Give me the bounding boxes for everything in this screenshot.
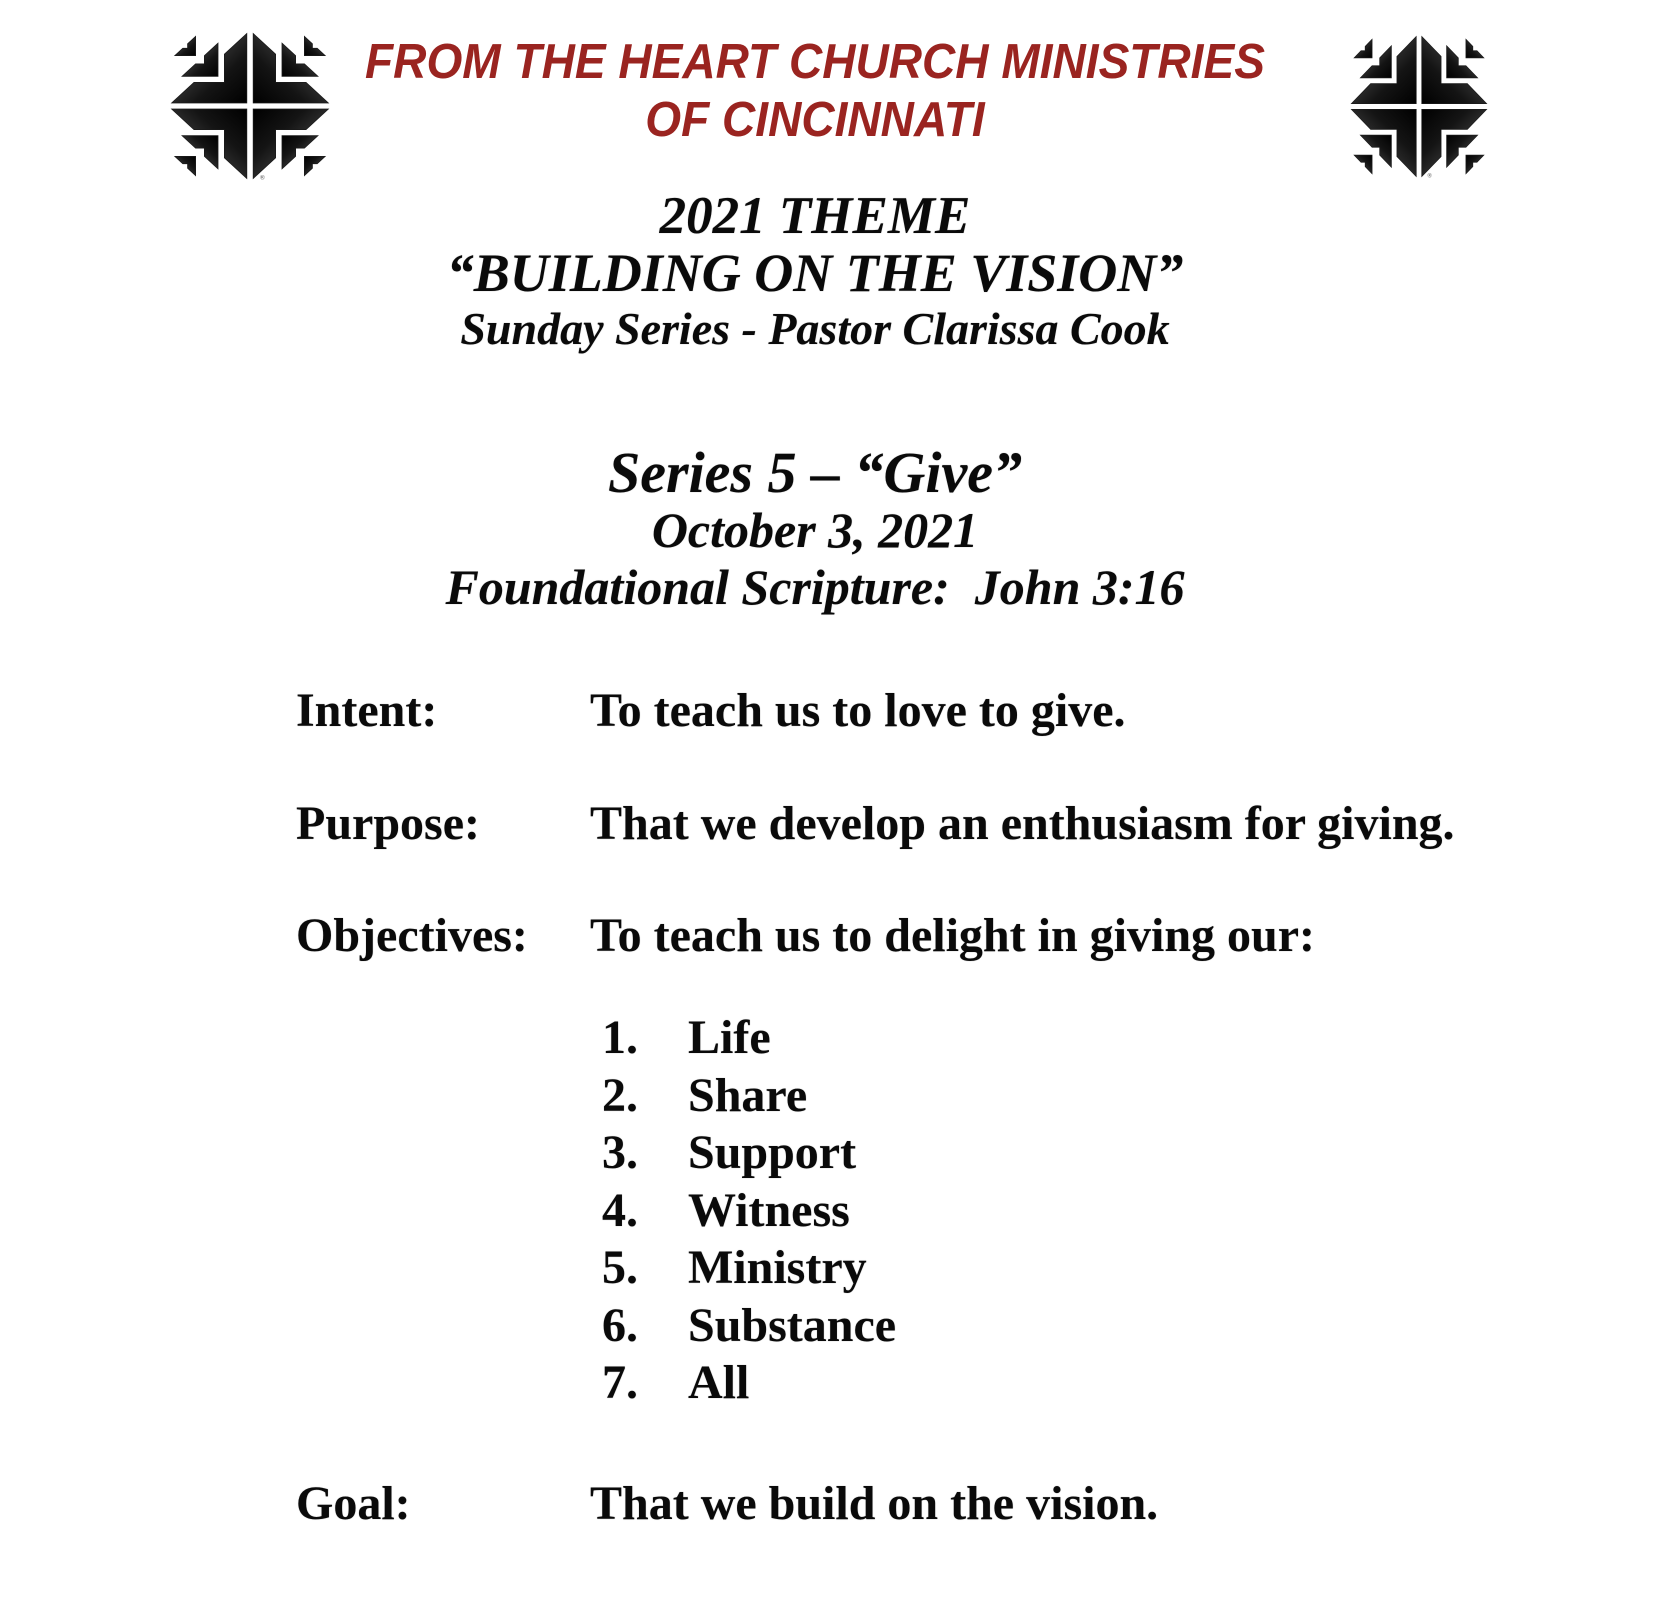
purpose-label: Purpose: [296,797,480,850]
list-item [602,1009,896,1067]
list-item [602,1354,896,1412]
list-item [602,1124,896,1182]
intent-text: To teach us to love to give. [590,684,1126,737]
church-name-line2: OF CINCINNATI [645,93,985,147]
list-item-number: 3. [602,1126,638,1179]
list-item [602,1297,896,1355]
list-item-number: 4. [602,1183,638,1237]
objectives-text: To teach us to delight in giving our: [590,909,1315,962]
list-item-text: Support [688,1126,857,1179]
objectives-label: Objectives: [296,909,528,962]
objectives-list [602,1009,896,1412]
purpose-row [296,795,1455,852]
list-item-text: All [688,1356,750,1409]
series-block [0,440,1630,616]
registered-mark: ® [1427,172,1432,178]
list-item-text: Share [688,1068,808,1122]
series-scripture: Foundational Scripture: John 3:16 [445,559,1185,615]
list-item-number: 6. [602,1298,638,1352]
purpose-text: That we develop an enthusiasm for giving. [590,797,1455,850]
series-title: Series 5 – “Give” [608,440,1022,505]
list-item-number: 2. [602,1068,638,1122]
goal-row [296,1475,1158,1532]
registered-mark: ® [259,174,266,180]
list-item-text: Substance [688,1298,897,1352]
list-item-number: 7. [602,1356,638,1409]
theme-year-line: 2021 THEME [659,187,971,245]
intent-label: Intent: [296,684,438,737]
theme-block [0,188,1630,357]
theme-title-line: “BUILDING ON THE VISION” [446,243,1184,303]
intent-row [296,682,1126,739]
list-item-number: 5. [602,1241,638,1294]
church-name-line1: FROM THE HEART CHURCH MINISTRIES [365,35,1265,89]
list-item-text: Ministry [688,1241,867,1294]
list-item-number: 1. [602,1011,638,1064]
goal-text: That we build on the vision. [590,1477,1159,1530]
objectives-row [296,907,1315,964]
church-name [49,33,1581,149]
series-date: October 3, 2021 [651,502,979,558]
goal-label: Goal: [296,1477,411,1530]
list-item [602,1239,896,1297]
list-item-text: Life [688,1011,771,1064]
list-item [602,1067,896,1125]
list-item [602,1182,896,1240]
list-item-text: Witness [688,1183,850,1237]
theme-series-line: Sunday Series - Pastor Clarissa Cook [460,303,1170,354]
